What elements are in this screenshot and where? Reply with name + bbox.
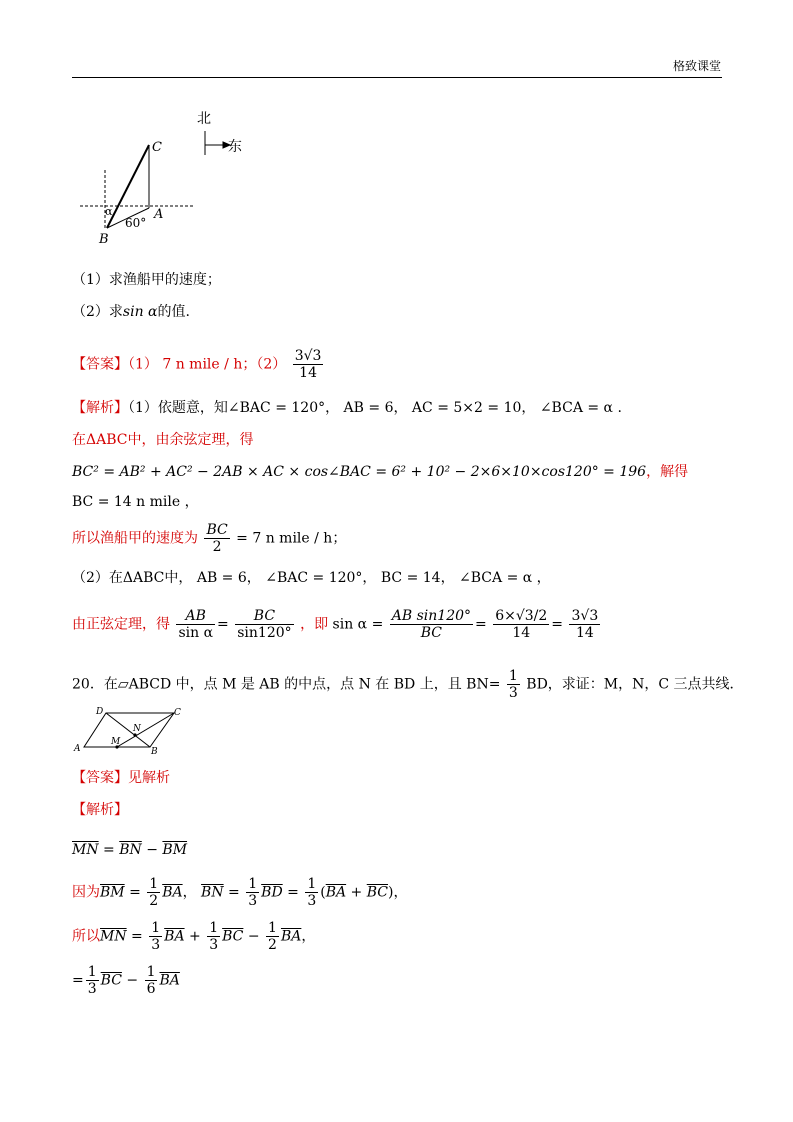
- figure-ship-diagram: [75, 105, 265, 245]
- header-rule: [72, 77, 722, 78]
- fig2-A: A: [74, 744, 81, 754]
- solution-20-tag: 【解析】: [72, 802, 128, 818]
- solution-1-line-5: 所以渔船甲的速度为 $\frac{BC}{2}$ = 7 n mile / h；: [72, 522, 347, 555]
- fig2-B: B: [151, 747, 158, 754]
- question-1: （1）求渔船甲的速度；: [72, 272, 221, 288]
- solution-1-line-1: 【解析】（1）依题意，知∠BAC = 120°， AB = 6， AC = 5×2 = 10， ∠BCA = α .: [72, 400, 622, 416]
- solution-1-line-4: BC = 14 n mile ，: [72, 494, 199, 510]
- solution-20-eq2: 因为$\overline{BM}$ = $\frac{1}{2}$ $\overline{BA}$， $\overline{BN}$ = $\frac{1}{3}$ $\overline{BD}$ = $\frac{1}{3}$ $(\overline{BA} + \overline{BC})$，: [72, 876, 408, 909]
- question-2: （2）求sin α的值.: [72, 304, 190, 320]
- solution-20-eq3: 所以$\overline{MN}$ = $\frac{1}{3}$ $\overline{BA}$ + $\frac{1}{3}$ $\overline{BC}$ − $\frac{1}{2}$ $\overline{BA}$，: [72, 920, 316, 953]
- fig1-label-b: B: [99, 232, 109, 245]
- fig2-D: D: [96, 707, 104, 717]
- fig1-label-a: A: [154, 207, 164, 222]
- solution-20-eq1: $\overline{MN} = \overline{BN} - \overline{BM}$: [72, 842, 188, 858]
- header-brand: 格致课堂: [672, 59, 721, 73]
- solution-1-line-6: （2）在ΔABC中， AB = 6， ∠BAC = 120°， BC = 14， ∠BCA = α ，: [72, 570, 551, 586]
- question-20: 20．在▱ABCD 中，点 M 是 AB 的中点，点 N 在 BD 上，且 BN= $\frac{1}{3}$ BD，求证：M，N，C 三点共线．: [72, 668, 744, 701]
- fig1-alpha: α: [105, 205, 113, 218]
- fig2-M: M: [111, 737, 121, 747]
- solution-1-line-7: 由正弦定理，得 $\frac{AB}{\text{sin α}}$ = $\frac{BC}{\sin 120^\circ}$ ，即 sin α = $\frac{\text{AB sin120°}}{BC}$ = $\frac{6\times√3/2}{14}$ = $\frac{3√3}{14}$: [72, 608, 599, 641]
- fig1-east: 东: [228, 139, 242, 155]
- solution-20-eq4: = $\frac{1}{3}$ $\overline{BC}$ − $\frac{1}{6}$ $\overline{BA}$: [72, 964, 180, 997]
- solution-1-line-2: 在ΔABC中，由余弦定理，得: [72, 432, 254, 448]
- answer-1: 【答案】（1） 7 n mile / h；（2） $\frac{3√3}{14}$: [72, 348, 322, 381]
- fig1-angle: 60°: [125, 216, 147, 230]
- fig2-N: N: [133, 724, 141, 734]
- answer-20: 【答案】见解析: [72, 770, 170, 786]
- fig1-label-c: C: [152, 140, 162, 155]
- solution-1-line-3: BC² = AB² + AC² − 2AB × AC × cos∠BAC = 6² + 10² − 2×6×10×cos120° = 196，解得: [72, 464, 689, 480]
- fig1-north: 北: [197, 111, 211, 127]
- figure-parallelogram: [70, 704, 190, 754]
- fig2-C: C: [174, 708, 181, 718]
